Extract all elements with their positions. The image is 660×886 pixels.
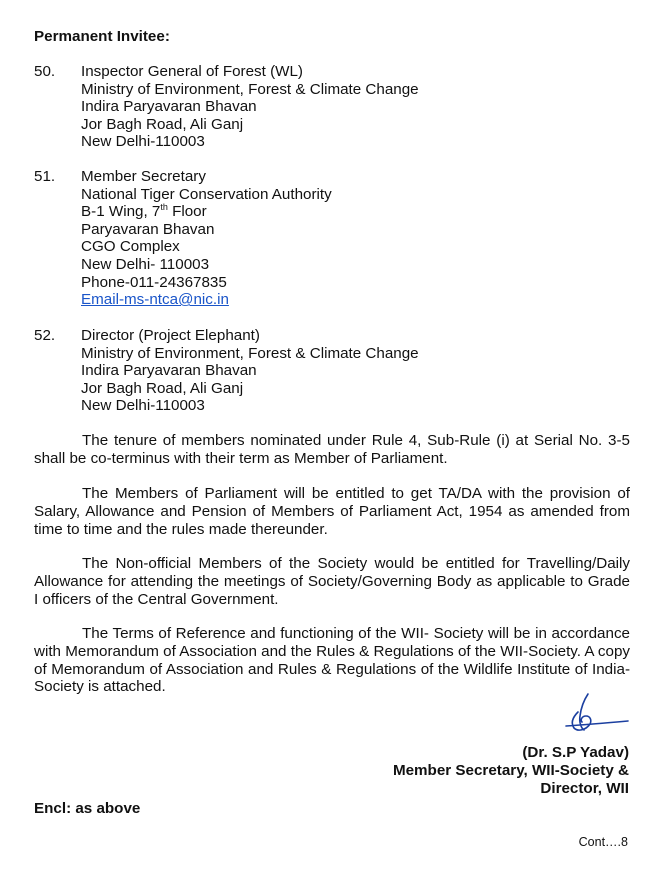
address-line: New Delhi-110003 bbox=[81, 133, 205, 151]
address-line: Member Secretary bbox=[81, 168, 206, 185]
address-line: New Delhi-110003 bbox=[81, 397, 205, 415]
address-line: National Tiger Conservation Authority bbox=[81, 185, 332, 203]
address-line-floor bbox=[81, 203, 332, 221]
address-line: Ministry of Environment, Forest & Climate Change bbox=[81, 344, 419, 362]
ta-da-paragraph: The Members of Parliament will be entitled to get TA/DA with the provision of Salary, Allowance and Pension of Members of Parliament Act, 1954 as amended from time to time and the rules made thereunder. bbox=[34, 485, 630, 538]
continuation-marker: Cont….8 bbox=[578, 835, 628, 849]
phone-line: Phone-011-24367835 bbox=[81, 273, 227, 291]
address-line: Indira Paryavaran Bhavan bbox=[81, 362, 257, 380]
address-line: Jor Bagh Road, Ali Ganj bbox=[81, 379, 244, 397]
enclosure-note: Encl: as above bbox=[34, 800, 141, 817]
entry-address bbox=[81, 63, 419, 151]
address-line: New Delhi- 110003 bbox=[81, 255, 210, 273]
signature-image bbox=[548, 690, 630, 736]
address-line: Indira Paryavaran Bhavan bbox=[81, 98, 257, 116]
signatory-block bbox=[393, 744, 629, 798]
entry-address bbox=[81, 327, 419, 415]
address-line: Paryavaran Bhavan bbox=[81, 220, 215, 238]
entry-number: 52. bbox=[34, 327, 56, 344]
floor-superscript: th bbox=[160, 202, 168, 213]
signatory-designation: Member Secretary, WII-Society & bbox=[392, 762, 629, 779]
address-line: CGO Complex bbox=[81, 238, 180, 256]
section-heading: Permanent Invitee: bbox=[34, 28, 170, 45]
floor-suffix: Floor bbox=[167, 203, 207, 221]
floor-text: B-1 Wing, 7 bbox=[81, 203, 161, 221]
address-line: Inspector General of Forest (WL) bbox=[81, 63, 303, 80]
entry-number: 50. bbox=[34, 63, 56, 80]
address-line: Director (Project Elephant) bbox=[81, 327, 260, 344]
entry-number: 51. bbox=[34, 168, 56, 185]
allowance-paragraph: The Non-official Members of the Society would be entitled for Travelling/Daily Allowance for attending the meetings of Society/Governing Body as applicable to Grade I officers of the Central Government. bbox=[34, 555, 630, 608]
tenure-paragraph: The tenure of members nominated under Rule 4, Sub-Rule (i) at Serial No. 3-5 shall be co-terminus with their term as Member of Parliament. bbox=[34, 432, 630, 467]
email-link[interactable]: Email-ms-ntca@nic.in bbox=[81, 291, 229, 309]
address-line: Jor Bagh Road, Ali Ganj bbox=[81, 115, 244, 133]
entry-address bbox=[81, 168, 332, 309]
terms-paragraph: The Terms of Reference and functioning of the WII- Society will be in accordance with Memorandum of Association and the Rules & Regulations of the WII-Society. A copy of Memorandum of Association and Rules & Regulations of the Wildlife Institute of India-Society is attached. bbox=[34, 625, 630, 696]
signatory-designation: Director, WII bbox=[540, 780, 629, 797]
address-line: Ministry of Environment, Forest & Climate Change bbox=[81, 80, 419, 98]
signatory-name: (Dr. S.P Yadav) bbox=[522, 744, 629, 761]
